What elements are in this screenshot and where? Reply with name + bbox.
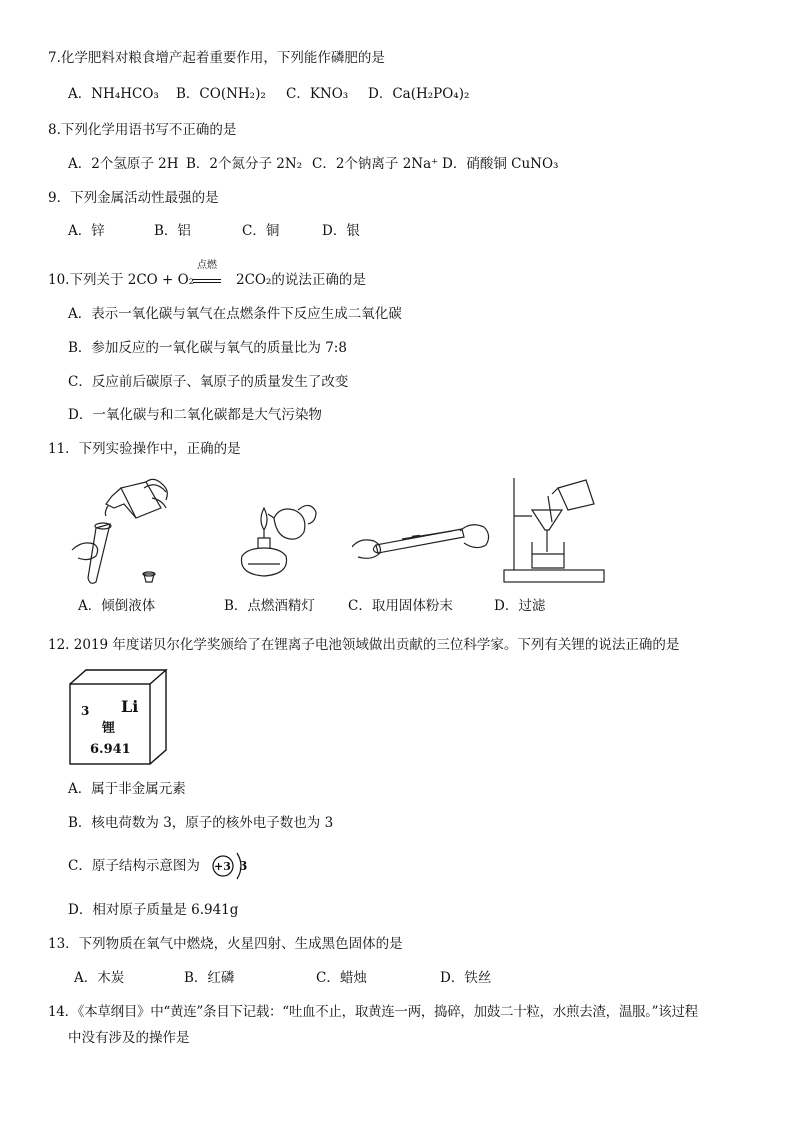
question-14-stem: 14．《本草纲目》中“黄连”条目下记载：“吐血不止，取黄连一两，捣碎，加鼓二十粒，水煎去渣，温服。”该过程 <box>48 1004 698 1020</box>
question-10-stem-pre: 10.下列关于 2CO + O₂ <box>48 272 195 288</box>
q10-option-c: C．反应前后碳原子、氧原子的质量发生了改变 <box>68 374 349 390</box>
q7-option-b: B．CO(NH₂)₂ <box>176 86 266 102</box>
q12-option-a: A．属于非金属元素 <box>68 781 186 797</box>
q9-option-b: B．铝 <box>154 223 191 239</box>
figure-c-caption: C．取用固体粉末 <box>348 598 453 614</box>
q12-option-d: D．相对原子质量是 6.941g <box>68 902 239 918</box>
q7-option-a: A．NH₄HCO₃ <box>68 86 159 102</box>
question-12-stem: 12. 2019 年度诺贝尔化学奖颁给了在锂离子电池领域做出贡献的三位科学家。下列有关锂的说法正确的是 <box>48 637 680 653</box>
atom-electron-count: 3 <box>239 859 248 873</box>
question-10-stem-post: 2CO₂的说法正确的是 <box>236 272 366 288</box>
figure-b-caption: B．点燃酒精灯 <box>224 598 315 614</box>
q8-option-d: D．硝酸铜 CuNO₃ <box>442 156 559 172</box>
alcohol-lamp-figure <box>228 498 318 580</box>
reaction-condition: 点燃 <box>197 260 217 271</box>
question-8-stem: 8.下列化学用语书写不正确的是 <box>48 122 237 138</box>
element-number: 3 <box>81 704 90 718</box>
question-14-stem-continued: 中没有涉及的操作是 <box>68 1030 190 1046</box>
figure-d-caption: D．过滤 <box>494 598 546 614</box>
element-symbol: Li <box>121 697 139 716</box>
q12-option-b: B．核电荷数为 3，原子的核外电子数也为 3 <box>68 815 334 831</box>
q12-option-c: C．原子结构示意图为 <box>68 858 200 874</box>
reaction-equals-sign <box>193 279 221 283</box>
q7-option-d: D．Ca(H₂PO₄)₂ <box>368 86 470 102</box>
filtration-figure <box>502 474 608 586</box>
question-13-stem: 13．下列物质在氧气中燃烧，火星四射、生成黑色固体的是 <box>48 936 403 952</box>
q8-option-b: B．2个氮分子 2N₂ <box>186 156 303 172</box>
q13-option-c: C．蜡烛 <box>316 970 367 986</box>
question-11-stem: 11．下列实验操作中，正确的是 <box>48 441 241 457</box>
q8-option-a: A．2个氢原子 2H <box>68 156 179 172</box>
q10-option-a: A．表示一氧化碳与氧气在点燃条件下反应生成二氧化碳 <box>68 306 402 322</box>
q9-option-a: A．锌 <box>68 223 105 239</box>
question-7-stem: 7.化学肥料对粮食增产起着重要作用，下列能作磷肥的是 <box>48 50 385 66</box>
q13-option-a: A．木炭 <box>74 970 125 986</box>
q10-option-d: D．一氧化碳与和二氧化碳都是大气污染物 <box>68 407 322 423</box>
element-name: 锂 <box>102 721 116 736</box>
question-9-stem: 9．下列金属活动性最强的是 <box>48 190 219 206</box>
q7-option-c: C．KNO₃ <box>286 86 349 102</box>
atom-nucleus-charge: +3 <box>214 860 231 873</box>
q10-option-b: B．参加反应的一氧化碳与氧气的质量比为 7:8 <box>68 340 347 356</box>
solid-powder-figure <box>352 515 492 567</box>
figure-a-caption: A．倾倒液体 <box>78 598 156 614</box>
q9-option-c: C．铜 <box>242 223 280 239</box>
pouring-liquid-figure <box>66 478 176 590</box>
element-mass: 6.941 <box>90 742 131 757</box>
q13-option-d: D．铁丝 <box>440 970 492 986</box>
q8-option-c: C．2个钠离子 2Na⁺ <box>312 156 439 172</box>
q13-option-b: B．红磷 <box>184 970 235 986</box>
q9-option-d: D．银 <box>322 223 360 239</box>
